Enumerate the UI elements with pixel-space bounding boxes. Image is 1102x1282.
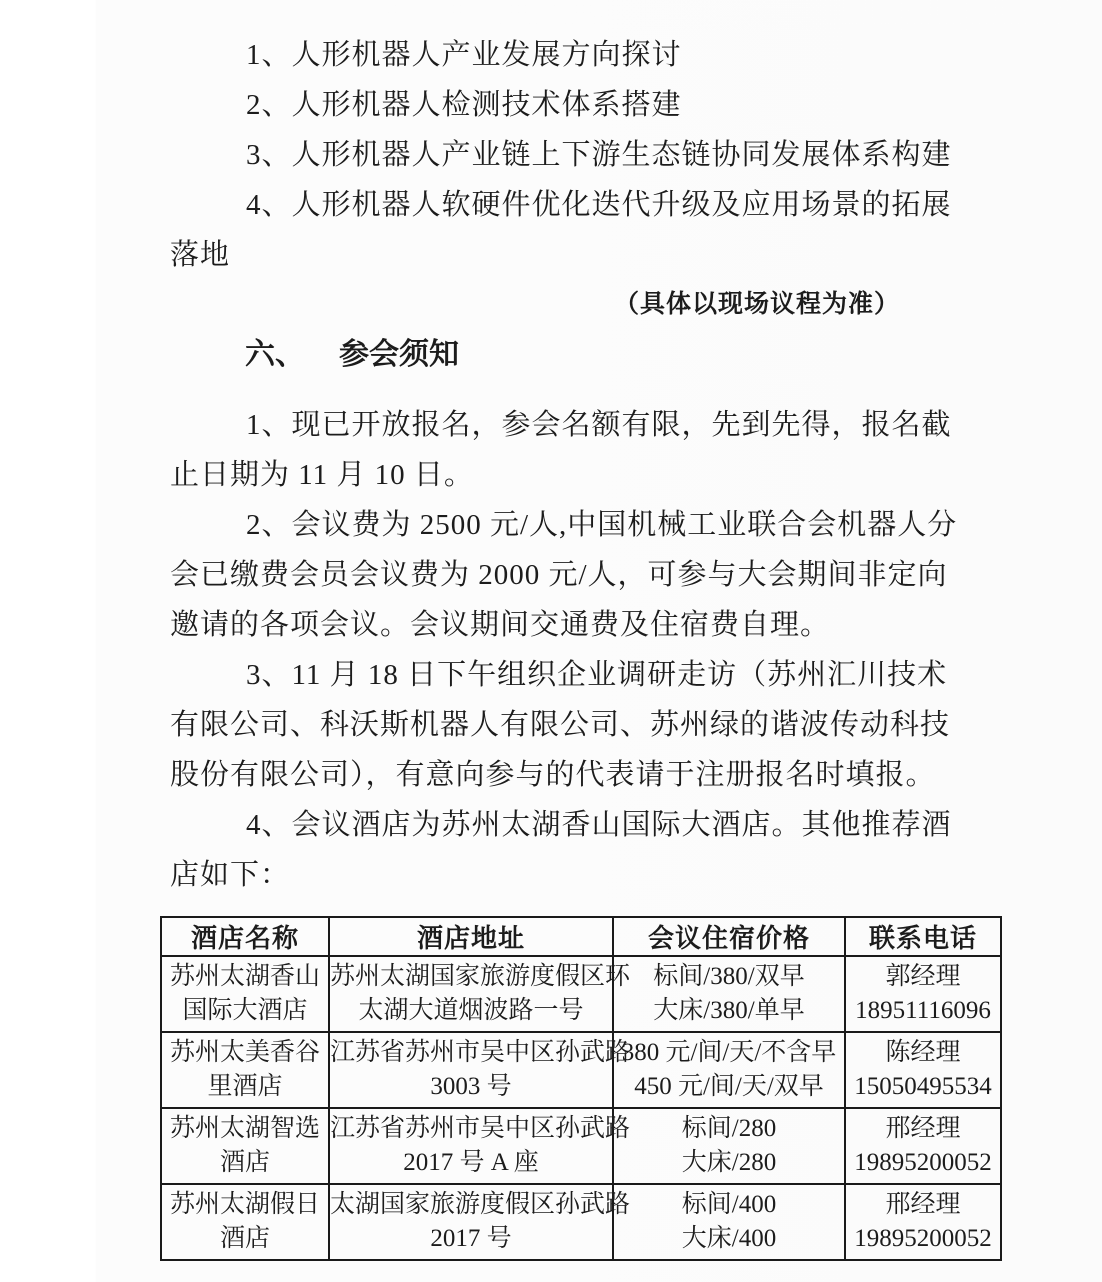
paragraph-line: 3、11 月 18 日下午组织企业调研走访（苏州汇川技术 xyxy=(246,659,948,691)
cell-line: 苏州太湖假日 xyxy=(169,1191,320,1218)
hotel-name-cell xyxy=(161,1184,329,1260)
agenda-item: 1、人形机器人产业发展方向探讨 xyxy=(246,39,682,71)
paragraph-company-visits xyxy=(0,650,1102,800)
hotel-table-header-row xyxy=(161,917,1001,956)
table-row xyxy=(161,956,1001,1032)
cell-line: 太湖国家旅游度假区孙武路 xyxy=(330,1191,631,1218)
table-row xyxy=(161,1184,1001,1260)
section-heading xyxy=(245,330,1102,380)
cell-line: 苏州太湖智选 xyxy=(169,1115,320,1142)
column-header-room-price: 会议住宿价格 xyxy=(613,917,845,956)
paragraph-hotels-intro xyxy=(0,800,1102,900)
room-price-cell xyxy=(613,1184,845,1260)
cell-line: 邢经理 xyxy=(885,1191,961,1218)
cell-line: 酒店 xyxy=(219,1149,270,1176)
agenda-item: 3、人形机器人产业链上下游生态链协同发展体系构建 xyxy=(246,139,952,171)
section-title: 参会须知 xyxy=(339,338,459,371)
cell-line: 19895200052 xyxy=(854,1149,992,1176)
cell-line: 江苏省苏州市吴中区孙武路 xyxy=(330,1115,631,1142)
agenda-note: （具体以现场议程为准） xyxy=(613,291,900,318)
cell-line: 19895200052 xyxy=(854,1225,992,1252)
cell-line: 3003 号 xyxy=(430,1073,512,1100)
paragraph-line: 股份有限公司），有意向参与的代表请于注册报名时填报。 xyxy=(170,759,936,791)
hotel-address-cell xyxy=(329,956,631,1032)
cell-line: 2017 号 xyxy=(430,1225,512,1252)
hotel-name-cell xyxy=(161,1108,329,1184)
cell-line: 大床/380/单早 xyxy=(653,997,805,1024)
document-page xyxy=(0,30,1102,1282)
hotel-address-cell xyxy=(329,1032,631,1108)
column-header-hotel-name: 酒店名称 xyxy=(161,917,329,956)
cell-line: 郭经理 xyxy=(885,963,961,990)
cell-line: 18951116096 xyxy=(855,997,991,1024)
section-number: 六、 xyxy=(245,338,305,371)
cell-line: 标间/380/双早 xyxy=(653,963,805,990)
paragraph-line: 有限公司、科沃斯机器人有限公司、苏州绿的谐波传动科技 xyxy=(170,709,951,741)
hotel-table xyxy=(160,916,1002,1261)
paragraph-registration xyxy=(0,400,1102,500)
contact-phone-cell xyxy=(845,956,1001,1032)
cell-line: 380 元/间/天/不含早 xyxy=(621,1039,837,1066)
cell-line: 苏州太湖国家旅游度假区环 xyxy=(330,963,631,990)
cell-line: 里酒店 xyxy=(207,1073,283,1100)
table-row xyxy=(161,1032,1001,1108)
cell-line: 标间/400 xyxy=(681,1191,777,1218)
paragraph-line: 2、会议费为 2500 元/人,中国机械工业联合会机器人分 xyxy=(246,509,958,541)
cell-line: 标间/280 xyxy=(681,1115,777,1142)
cell-line: 苏州太湖香山 xyxy=(169,963,320,990)
agenda-list xyxy=(0,30,1102,280)
paragraph-line: 会已缴费会员会议费为 2000 元/人，可参与大会期间非定向 xyxy=(170,559,948,591)
paragraph-line: 止日期为 11 月 10 日。 xyxy=(170,459,474,491)
paragraph-line: 邀请的各项会议。会议期间交通费及住宿费自理。 xyxy=(170,609,831,641)
cell-line: 2017 号 A 座 xyxy=(403,1149,539,1176)
room-price-cell xyxy=(613,1108,845,1184)
hotel-address-cell xyxy=(329,1184,631,1260)
cell-line: 酒店 xyxy=(219,1225,270,1252)
cell-line: 450 元/间/天/双早 xyxy=(634,1073,824,1100)
table-row xyxy=(161,1108,1001,1184)
agenda-item: 4、人形机器人软硬件优化迭代升级及应用场景的拓展 xyxy=(246,189,952,221)
agenda-item-continuation: 落地 xyxy=(170,239,231,271)
paragraph-line: 1、现已开放报名，参会名额有限，先到先得，报名截 xyxy=(246,409,952,441)
column-header-contact-phone: 联系电话 xyxy=(845,917,1001,956)
paragraph-line: 4、会议酒店为苏州太湖香山国际大酒店。其他推荐酒 xyxy=(246,809,952,841)
cell-line: 江苏省苏州市吴中区孙武路 xyxy=(330,1039,631,1066)
hotel-address-cell xyxy=(329,1108,631,1184)
contact-phone-cell xyxy=(845,1108,1001,1184)
cell-line: 苏州太美香谷 xyxy=(169,1039,320,1066)
contact-phone-cell xyxy=(845,1032,1001,1108)
cell-line: 大床/280 xyxy=(681,1149,777,1176)
room-price-cell xyxy=(613,1032,845,1108)
cell-line: 15050495534 xyxy=(854,1073,992,1100)
cell-line: 大床/400 xyxy=(681,1225,777,1252)
room-price-cell xyxy=(613,956,845,1032)
agenda-item: 2、人形机器人检测技术体系搭建 xyxy=(246,89,682,121)
cell-line: 国际大酒店 xyxy=(182,997,308,1024)
column-header-hotel-address: 酒店地址 xyxy=(329,917,613,956)
cell-line: 邢经理 xyxy=(885,1115,961,1142)
hotel-name-cell xyxy=(161,956,329,1032)
paragraph-fees xyxy=(0,500,1102,650)
contact-phone-cell xyxy=(845,1184,1001,1260)
hotel-name-cell xyxy=(161,1032,329,1108)
paragraph-line: 店如下： xyxy=(170,859,291,891)
cell-line: 太湖大道烟波路一号 xyxy=(358,997,584,1024)
cell-line: 陈经理 xyxy=(885,1039,961,1066)
